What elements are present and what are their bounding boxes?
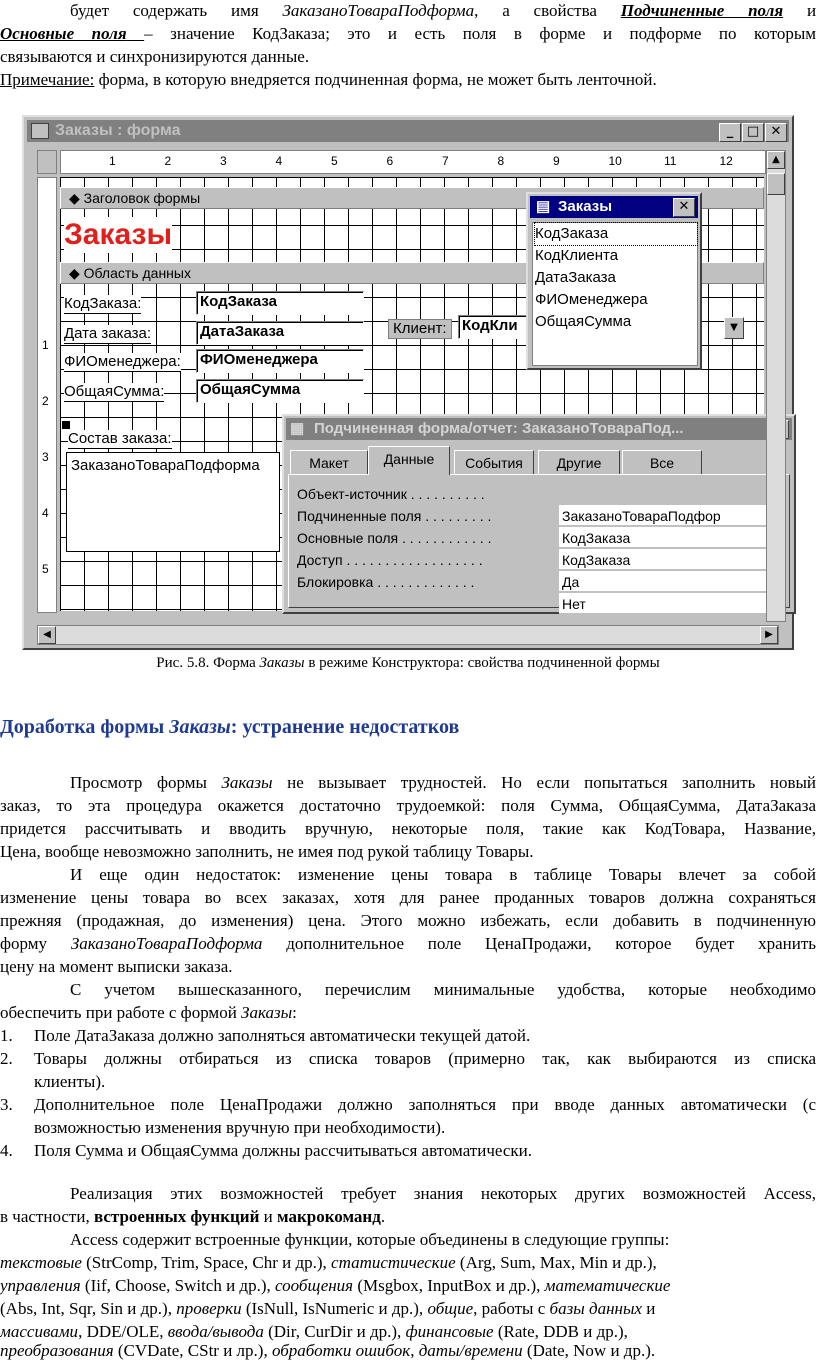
list-item: Поле ДатаЗаказа должно заполняться автоматически текущей датой. (34, 1026, 531, 1045)
note-label: Примечание: (0, 70, 95, 89)
section-header-label: Заголовок формы (83, 190, 201, 206)
label-order-id[interactable]: КодЗаказа: (64, 295, 142, 312)
ruler-tick: 6 (386, 154, 394, 168)
property-row[interactable] (297, 571, 767, 612)
field-list-titlebar[interactable] (530, 196, 698, 218)
field-total[interactable]: ОбщаяСумма (196, 379, 364, 403)
list-item-cont: возможностью изменения вручную при необходимости). (34, 1118, 446, 1137)
tab-data[interactable]: Данные (368, 446, 450, 475)
p5-line-2 (0, 1252, 816, 1274)
figure-caption (0, 652, 816, 674)
properties-window[interactable] (282, 414, 796, 614)
tab-events[interactable]: События (454, 450, 534, 474)
ruler-tick: 2 (164, 154, 172, 168)
label-order-date[interactable]: Дата заказа: (64, 325, 152, 342)
list-item: Поля Сумма и ОбщаяСумма должны рассчитываться автоматически. (34, 1141, 533, 1160)
vertical-ruler (37, 177, 57, 613)
horizontal-scrollbar[interactable] (37, 625, 779, 645)
subform-control[interactable] (66, 452, 280, 552)
func-group: текстовые (0, 1253, 82, 1272)
body-text: : (292, 1003, 297, 1022)
field-list-item[interactable]: ДатаЗаказа (535, 269, 616, 286)
ruler-tick: 10 (608, 154, 622, 168)
tab-layout[interactable]: Макет (290, 450, 368, 474)
func-group: статистические (331, 1253, 456, 1272)
intro-text: значение КодЗаказа; это и есть поля в форме и подформе по которым (170, 24, 816, 43)
maximize-icon[interactable]: □ (742, 123, 764, 142)
body-text: (Rate, DDB и др.), (497, 1322, 628, 1341)
body-form-name: Заказы (241, 1003, 293, 1022)
ruler-tick: 9 (553, 154, 560, 168)
body-text: Просмотр формы (70, 773, 207, 792)
body-text: (StrComp, Trim, Space, Chr и др.), (86, 1253, 327, 1272)
field-list-item[interactable]: КодЗаказа (535, 223, 697, 245)
body-text: . (380, 1207, 386, 1226)
intro-text: будет содержать (70, 1, 208, 20)
func-group: математические (544, 1276, 671, 1295)
p1-line-2: заказ, то эта процедура окажется достаточно трудоемкой: поля Сумма, ОбщаяСумма, ДатаЗаказа (0, 796, 816, 815)
property-value[interactable]: ЗаказаноТовараПодфор (559, 505, 768, 526)
p1-line-3: придется рассчитывать и вводить вручную, некоторые поля, такие как КодТовара, Название, (0, 819, 816, 838)
vruler-tick: 3 (42, 450, 49, 464)
body-text: и (646, 1299, 656, 1318)
form-icon (31, 123, 49, 139)
intro-master-fields: Основные поля (0, 24, 127, 43)
vruler-tick: 2 (42, 394, 49, 408)
body-text: (Iif, Choose, Switch и др.), (84, 1276, 271, 1295)
func-group: общие (427, 1299, 474, 1318)
window-title: Заказы : форма (55, 122, 181, 139)
field-client[interactable]: КодКли (458, 315, 528, 339)
scroll-up-icon[interactable]: ▲ (767, 151, 785, 169)
properties-panel (288, 474, 790, 612)
intro-text: имя (230, 1, 259, 20)
vruler-tick: 4 (42, 506, 49, 520)
property-value[interactable]: Да (559, 571, 768, 592)
caption-text: Рис. 5.8. Форма (156, 655, 256, 671)
body-text: не вызывает трудностей. Но если попытаться заполнить новый (287, 773, 816, 792)
ruler-tick: 4 (275, 154, 283, 168)
minimize-icon[interactable]: _ (719, 123, 741, 142)
p2-line-4 (0, 933, 816, 955)
note-text: форма, в которую внедряется подчиненная форма, не может быть ленточной. (98, 70, 657, 89)
body-bold-term: встроенных функций (93, 1207, 260, 1226)
subform-name: ЗаказаноТовараПодформа (71, 457, 260, 474)
list-item: Товары должны отбираться из списка товаров (примерно так, как выбираются из списка (34, 1049, 816, 1068)
vertical-scrollbar[interactable] (766, 150, 786, 622)
section-form-header[interactable]: ◆ Заголовок формы (60, 187, 764, 209)
properties-icon: ▦ (290, 420, 305, 437)
section-heading (0, 716, 459, 739)
list-number: 1. (0, 1026, 13, 1045)
properties-title: Подчиненная форма/отчет: ЗаказаноТовараПод... (314, 420, 684, 437)
intro-subform-name: ЗаказаноТовараПодформа (282, 1, 475, 20)
vruler-tick: 1 (42, 338, 49, 352)
list-icon: ▤ (536, 198, 551, 215)
p5-line-4 (0, 1298, 816, 1320)
property-name: Основные поля . . . . . . . . . . . . (297, 530, 492, 546)
body-text: , (410, 1341, 415, 1360)
intro-text: – (144, 24, 153, 43)
func-group: проверки (176, 1299, 242, 1318)
tab-all[interactable]: Все (622, 450, 702, 474)
ruler-tick: 12 (719, 154, 733, 168)
p1-line-4: Цена, вообще невозможно заполнить, не имея под рукой таблицу Товары. (0, 842, 534, 861)
window-titlebar (27, 120, 789, 142)
ruler-corner[interactable] (37, 150, 57, 174)
scroll-left-icon[interactable]: ◀ (38, 626, 56, 644)
selection-handle[interactable] (62, 421, 70, 429)
tab-other[interactable]: Другие (538, 450, 620, 474)
property-value[interactable]: КодЗаказа (559, 527, 768, 548)
body-text: (Date, Now и др.). (526, 1341, 656, 1360)
body-text: (Msgbox, InputBox и др.), (357, 1276, 541, 1295)
intro-text: , а свойства (474, 1, 597, 20)
p5-line-3 (0, 1275, 816, 1297)
body-text: (Arg, Sum, Max, Min и др.), (459, 1253, 657, 1272)
form-title-label[interactable]: Заказы (64, 218, 173, 251)
property-name: Подчиненные поля . . . . . . . . . (297, 508, 492, 524)
property-name: Блокировка . . . . . . . . . . . . . (297, 574, 475, 590)
label-subform[interactable]: Состав заказа: (68, 430, 172, 447)
field-manager[interactable]: ФИОменеджера (196, 349, 364, 373)
ruler-tick: 11 (664, 154, 677, 168)
field-order-date[interactable]: ДатаЗаказа (196, 321, 364, 345)
list-number: 2. (0, 1049, 13, 1068)
list-number: 4. (0, 1141, 13, 1160)
property-name: Объект-источник . . . . . . . . . . (297, 486, 485, 502)
section-detail-label: Область данных (83, 265, 191, 281)
func-group: сообщения (275, 1276, 354, 1295)
heading-text: : устранение недостатков (230, 716, 460, 738)
body-text: , DDE/OLE, (78, 1322, 164, 1341)
access-form-screenshot (22, 115, 794, 650)
func-group: базы данных (549, 1299, 643, 1318)
caption-form-name: Заказы (259, 655, 305, 671)
intro-text: и (806, 1, 816, 20)
body-text: (CVDate, CStr и лр.), (117, 1341, 268, 1360)
field-list-item[interactable]: ФИОменеджера (535, 291, 648, 308)
list-number: 3. (0, 1095, 13, 1114)
body-text: в частности, (0, 1207, 90, 1226)
ruler-tick: 5 (331, 154, 338, 168)
field-list-title: Заказы (558, 198, 613, 215)
p5-line-1: Access содержит встроенные функции, которые объединены в следующие группы: (70, 1230, 670, 1249)
ruler-tick: 7 (442, 154, 449, 168)
body-text: и (263, 1207, 273, 1226)
body-text: (IsNull, IsNumeric и др.), (245, 1299, 424, 1318)
body-subform-name: ЗаказаноТовараПодформа (70, 934, 263, 953)
body-form-name: Заказы (221, 773, 273, 792)
close-icon[interactable]: ✕ (673, 198, 695, 217)
body-text: , работы с (473, 1299, 546, 1318)
intro-note (0, 69, 816, 91)
p1-line-1 (0, 772, 816, 794)
body-text: дополнительное поле ЦенаПродажи, которое будет хранить (286, 934, 816, 953)
intro-child-fields: Подчиненные поля (620, 1, 784, 20)
list-item-cont: клиенты). (34, 1072, 106, 1091)
p3-line-1: С учетом вышесказанного, перечислим минимальные удобства, которые необходимо (70, 980, 816, 999)
property-value[interactable]: КодЗаказа (559, 549, 768, 570)
p2-line-2: изменение цены товара во всех заказах, хотя для ранее проданных товаров должна сохраняться (0, 888, 816, 907)
scroll-thumb[interactable] (767, 173, 785, 195)
intro-line-2 (0, 23, 816, 45)
property-name: Доступ . . . . . . . . . . . . . . . . . . (297, 552, 483, 568)
vruler-tick: 5 (42, 562, 49, 576)
p5-line-6 (0, 1340, 816, 1362)
close-icon[interactable]: ✕ (765, 123, 787, 142)
body-text: форму (0, 934, 48, 953)
p4-line-1: Реализация этих возможностей требует знания некоторых других возможностей Access, (70, 1184, 816, 1203)
heading-text: Доработка формы (0, 716, 165, 738)
field-list-item[interactable]: ОбщаяСумма (535, 313, 632, 330)
func-group: массивами (0, 1322, 79, 1341)
properties-titlebar[interactable] (286, 418, 792, 440)
combo-dropdown-icon[interactable]: ▼ (724, 317, 744, 339)
p2-line-3: прежняя (продажная, до изменения) цена. Этого можно избежать, если добавить в подчиненную (0, 911, 816, 930)
field-list-item[interactable]: КодКлиента (535, 247, 619, 264)
intro-line-1 (0, 0, 816, 22)
func-group: обработки ошибок (271, 1341, 411, 1360)
p3-line-2 (0, 1002, 816, 1024)
label-manager[interactable]: ФИОменеджера: (64, 353, 181, 370)
heading-form-name: Заказы (169, 716, 231, 738)
func-group: даты/времени (418, 1341, 523, 1360)
property-value[interactable]: Нет (559, 593, 768, 614)
body-text: обеспечить при работе с формой (0, 1003, 237, 1022)
body-text: (Dir, CurDir и др.), (268, 1322, 402, 1341)
horizontal-ruler (60, 150, 766, 174)
body-text: (Abs, Int, Sqr, Sin и др.), (0, 1299, 172, 1318)
ruler-tick: 3 (220, 154, 227, 168)
scroll-right-icon[interactable]: ▶ (760, 626, 778, 644)
section-detail[interactable]: ◆ Область данных (60, 262, 764, 284)
intro-line-3: связываются и синхронизируются данные. (0, 47, 310, 66)
field-list-window[interactable] (526, 192, 702, 370)
ruler-tick: 8 (497, 154, 505, 168)
func-group: управления (0, 1276, 81, 1295)
ruler-tick: 1 (109, 154, 116, 168)
field-order-id[interactable]: КодЗаказа (196, 291, 364, 315)
p4-line-2 (0, 1206, 816, 1228)
body-bold-term: макрокоманд (276, 1207, 381, 1226)
list-item: Дополнительное поле ЦенаПродажи должно заполняться при вводе данных автоматически (с (34, 1095, 816, 1114)
func-group: ввода/вывода (167, 1322, 264, 1341)
p2-line-5: цену на момент выписки заказа. (0, 957, 233, 976)
label-total[interactable]: ОбщаяСумма: (64, 383, 165, 400)
p2-line-1: И еще один недостаток: изменение цены товара в таблице Товары влечет за собой (70, 865, 816, 884)
func-group: преобразования (0, 1341, 114, 1360)
field-list[interactable] (532, 222, 698, 366)
label-client[interactable]: Клиент: (388, 319, 452, 339)
caption-text: в режиме Конструктора: свойства подчиненной формы (308, 655, 660, 671)
func-group: финансовые (405, 1322, 494, 1341)
